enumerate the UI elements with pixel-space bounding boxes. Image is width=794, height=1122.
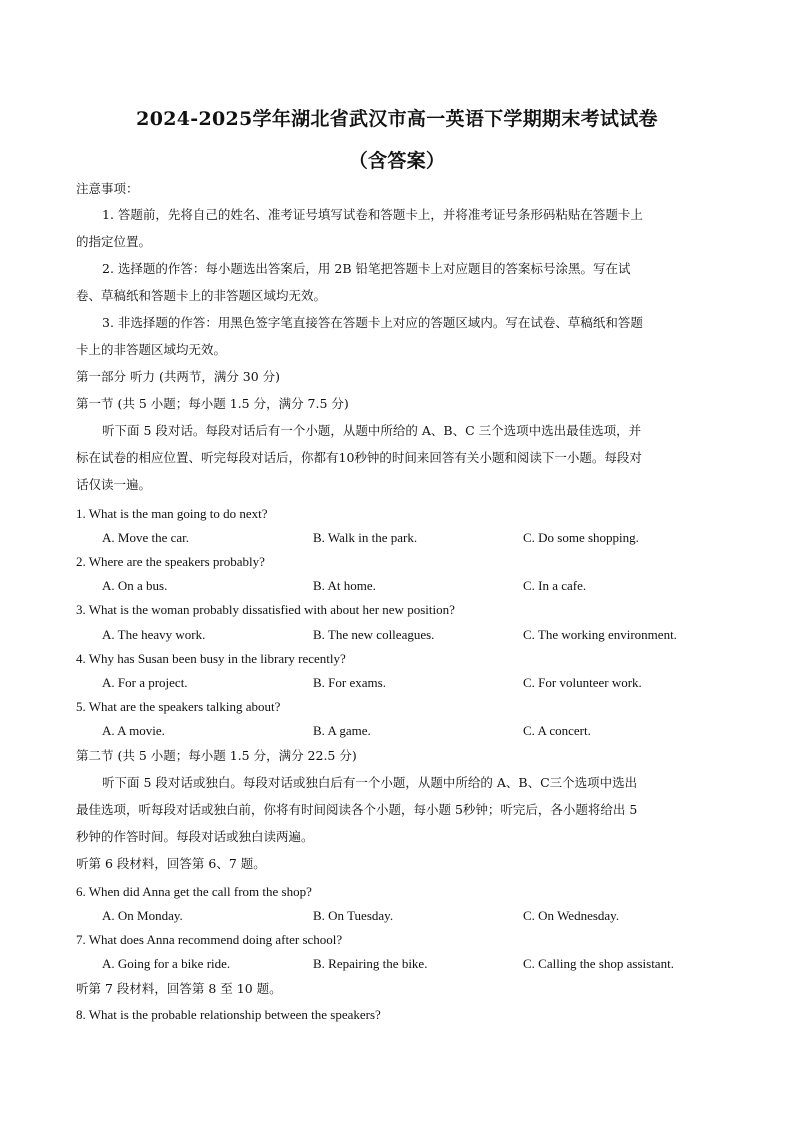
section1-instruction: 话仅读一遍。 [76,477,152,492]
option-b: B. The new colleagues. [313,627,435,642]
option-c: C. In a cafe. [523,578,587,593]
notice-line: 卷、草稿纸和答题卡上的非答题区域均无效。 [76,288,327,303]
material-heading: 听第 7 段材料，回答第 8 至 10 题。 [76,981,282,996]
option-c: C. Calling the shop assistant. [523,956,674,971]
question-7: 7. What does Anna recommend doing after school? [76,932,343,947]
option-b: B. At home. [313,578,376,593]
question-5: 5. What are the speakers talking about? [76,699,281,714]
section1-heading: 第一节 (共 5 小题；每小题 1.5 分，满分 7.5 分) [76,396,349,411]
question-8: 8. What is the probable relationship between the speakers? [76,1007,381,1022]
option-a: A. The heavy work. [102,627,206,642]
material-heading: 听第 6 段材料，回答第 6、7 题。 [76,856,266,871]
option-b: B. A game. [313,723,371,738]
option-c: C. The working environment. [523,627,677,642]
notice-line: 的指定位置。 [76,234,152,249]
notice-line: 3. 非选择题的作答：用黑色签字笔直接答在答题卡上对应的答题区域内。写在试卷、草稿纸和答题 [102,315,643,330]
exam-title: 2024-2025学年湖北省武汉市高一英语下学期期末考试试卷 [136,108,658,130]
exam-subtitle: （含答案） [348,150,446,172]
option-a: A. Going for a bike ride. [102,956,231,971]
question-6: 6. When did Anna get the call from the shop? [76,884,312,899]
option-a: A. On Monday. [102,908,183,923]
option-b: B. For exams. [313,675,386,690]
section2-instruction: 最佳选项，听每段对话或独白前，你将有时间阅读各个小题，每小题 5秒钟；听完后，各小题将给出 5 [76,802,638,817]
option-c: C. Do some shopping. [523,530,639,545]
option-c: C. For volunteer work. [523,675,642,690]
section2-instruction: 秒钟的作答时间。每段对话或独白读两遍。 [76,829,314,844]
notice-line: 卡上的非答题区域均无效。 [76,342,227,357]
question-1: 1. What is the man going to do next? [76,506,268,521]
question-4: 4. Why has Susan been busy in the library recently? [76,651,346,666]
section2-heading: 第二节 (共 5 小题；每小题 1.5 分，满分 22.5 分) [76,748,357,763]
section1-instruction: 听下面 5 段对话。每段对话后有一个小题，从题中所给的 A、B、C 三个选项中选出最佳选项，并 [102,423,642,438]
option-b: B. Repairing the bike. [313,956,428,971]
option-a: A. A movie. [102,723,165,738]
notice-heading: 注意事项： [76,181,139,196]
section1-instruction: 标在试卷的相应位置、听完每段对话后，你都有10秒钟的时间来回答有关小题和阅读下一小题。每段对 [76,450,642,465]
notice-line: 1. 答题前，先将自己的姓名、准考证号填写试卷和答题卡上，并将准考证号条形码粘贴在答题卡上 [102,207,643,222]
option-b: B. On Tuesday. [313,908,394,923]
option-a: A. Move the car. [102,530,190,545]
option-a: A. For a project. [102,675,188,690]
option-c: C. On Wednesday. [523,908,620,923]
option-a: A. On a bus. [102,578,168,593]
option-b: B. Walk in the park. [313,530,418,545]
question-3: 3. What is the woman probably dissatisfied with about her new position? [76,602,455,617]
option-c: C. A concert. [523,723,591,738]
notice-line: 2. 选择题的作答：每小题选出答案后，用 2B 铅笔把答题卡上对应题目的答案标号涂黑。写在试 [102,261,631,276]
section2-instruction: 听下面 5 段对话或独白。每段对话或独白后有一个小题，从题中所给的 A、B、C三个选项中选出 [102,775,638,790]
part1-heading: 第一部分 听力 (共两节，满分 30 分) [76,369,281,384]
question-2: 2. Where are the speakers probably? [76,554,265,569]
